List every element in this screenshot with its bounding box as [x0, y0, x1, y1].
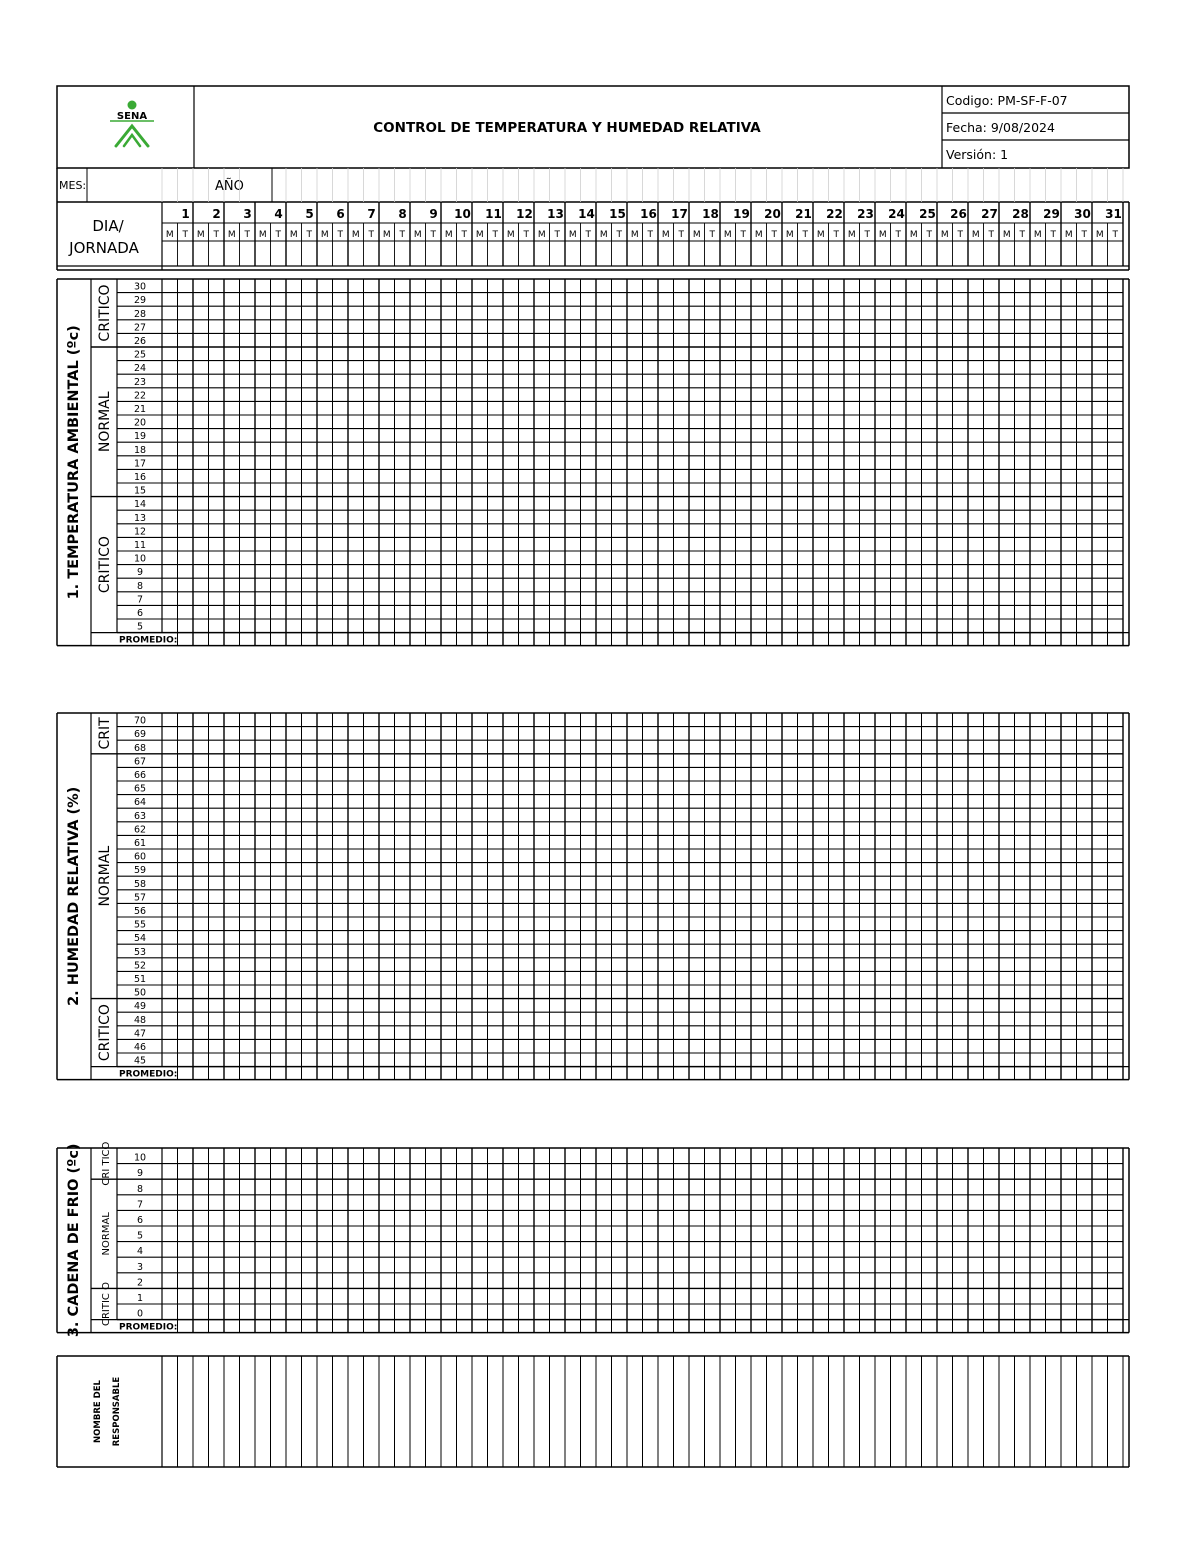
section-title: 3. CADENA DE FRIO (ºc) — [66, 1143, 82, 1338]
shift-morning-label: M — [1033, 230, 1042, 240]
shift-afternoon-label: T — [461, 230, 467, 240]
day-number: 20 — [764, 207, 781, 221]
day-number: 15 — [609, 207, 626, 221]
shift-morning-label: M — [413, 230, 422, 240]
scale-value: 6 — [136, 1215, 144, 1226]
year-label: AÑO — [215, 179, 244, 194]
scale-value: 6 — [136, 608, 144, 619]
shift-afternoon-label: T — [988, 230, 994, 240]
shift-afternoon-label: T — [368, 230, 374, 240]
shift-afternoon-label: T — [399, 230, 405, 240]
shift-morning-label: M — [289, 230, 298, 240]
form-header — [57, 86, 1129, 168]
shift-morning-label: M — [537, 230, 546, 240]
shift-morning-label: M — [320, 230, 329, 240]
shift-afternoon-label: T — [771, 230, 777, 240]
scale-value: 45 — [133, 1055, 147, 1067]
shift-morning-label: M — [196, 230, 205, 240]
day-number: 14 — [578, 207, 595, 221]
scale-value: 28 — [133, 308, 147, 320]
shift-morning-label: M — [785, 230, 794, 240]
scale-value: 30 — [133, 281, 147, 293]
shift-afternoon-label: T — [1112, 230, 1118, 240]
day-number: 16 — [640, 207, 657, 221]
scale-value: 7 — [136, 594, 144, 606]
scale-value: 59 — [133, 865, 147, 877]
shift-afternoon-label: T — [430, 230, 436, 240]
shift-afternoon-label: T — [1050, 230, 1056, 240]
day-number: 11 — [485, 207, 502, 221]
scale-value: 13 — [133, 512, 147, 524]
form-title: CONTROL DE TEMPERATURA Y HUMEDAD RELATIVA — [373, 120, 761, 136]
shift-morning-label: M — [661, 230, 670, 240]
scale-value: 2 — [136, 1277, 144, 1289]
shift-morning-label: M — [1095, 230, 1104, 240]
day-shift-label: JORNADA — [69, 239, 139, 257]
shift-afternoon-label: T — [833, 230, 839, 240]
average-label: PROMEDIO: — [119, 635, 178, 646]
scale-value: 1 — [136, 1293, 144, 1304]
day-number: 24 — [888, 207, 905, 221]
shift-afternoon-label: T — [616, 230, 622, 240]
day-number: 13 — [547, 207, 564, 221]
shift-morning-label: M — [909, 230, 918, 240]
shift-morning-label: M — [816, 230, 825, 240]
scale-value: 25 — [133, 349, 147, 361]
range-band-label: CRIT — [97, 717, 113, 750]
shift-afternoon-label: T — [895, 230, 901, 240]
shift-afternoon-label: T — [1081, 230, 1087, 240]
day-number: 10 — [454, 207, 471, 221]
day-number: 8 — [398, 207, 407, 221]
shift-afternoon-label: T — [492, 230, 498, 240]
shift-afternoon-label: T — [213, 230, 219, 240]
shift-afternoon-label: T — [802, 230, 808, 240]
scale-value: 11 — [133, 540, 147, 551]
shift-morning-label: M — [382, 230, 391, 240]
day-number: 6 — [336, 207, 345, 221]
day-number: 26 — [950, 207, 967, 221]
day-number: 23 — [857, 207, 874, 221]
shift-morning-label: M — [692, 230, 701, 240]
range-band-label: CRITICO — [97, 1004, 113, 1062]
day-number: 29 — [1043, 207, 1060, 221]
scale-value: 56 — [133, 906, 147, 917]
average-label: PROMEDIO: — [119, 1322, 178, 1333]
day-number: 17 — [671, 207, 688, 221]
scale-value: 23 — [133, 376, 147, 388]
scale-value: 64 — [133, 797, 147, 809]
day-number: 12 — [516, 207, 533, 221]
day-number: 22 — [826, 207, 843, 221]
scale-value: 46 — [133, 1042, 147, 1053]
scale-value: 26 — [133, 336, 147, 347]
document-version: Versión: 1 — [946, 147, 1009, 162]
light-guide-lines — [162, 168, 1123, 202]
day-number: 2 — [212, 207, 221, 221]
document-code: Codigo: PM-SF-F-07 — [946, 93, 1068, 108]
shift-morning-label: M — [971, 230, 980, 240]
day-number: 4 — [274, 207, 283, 221]
day-shift-label: DIA/ — [92, 217, 124, 235]
scale-value: 69 — [133, 729, 147, 741]
shift-morning-label: M — [444, 230, 453, 240]
scale-value: 49 — [133, 1001, 147, 1013]
day-number: 7 — [367, 207, 376, 221]
scale-value: 4 — [136, 1246, 144, 1258]
shift-afternoon-label: T — [957, 230, 963, 240]
shift-morning-label: M — [165, 230, 174, 240]
day-number: 5 — [305, 207, 314, 221]
day-number: 9 — [429, 207, 438, 221]
scale-value: 21 — [133, 404, 147, 415]
shift-afternoon-label: T — [926, 230, 932, 240]
scale-value: 53 — [133, 946, 147, 958]
shift-morning-label: M — [351, 230, 360, 240]
scale-value: 51 — [133, 974, 147, 985]
shift-afternoon-label: T — [740, 230, 746, 240]
day-number: 25 — [919, 207, 936, 221]
shift-morning-label: M — [1002, 230, 1011, 240]
shift-afternoon-label: T — [523, 230, 529, 240]
scale-value: 3 — [136, 1261, 144, 1273]
range-band-label: CRITICO — [97, 284, 113, 342]
scale-value: 52 — [133, 960, 147, 972]
shift-morning-label: M — [227, 230, 236, 240]
scale-value: 61 — [133, 838, 147, 849]
shift-afternoon-label: T — [1019, 230, 1025, 240]
scale-value: 10 — [133, 553, 147, 565]
shift-morning-label: M — [599, 230, 608, 240]
section-title: 2. HUMEDAD RELATIVA (%) — [66, 786, 82, 1006]
scale-value: 57 — [133, 892, 147, 904]
day-number: 21 — [795, 207, 812, 221]
range-band-label: NORMAL — [101, 1212, 112, 1256]
scale-value: 0 — [136, 1308, 144, 1320]
shift-afternoon-label: T — [709, 230, 715, 240]
average-label: PROMEDIO: — [119, 1069, 178, 1080]
day-number: 31 — [1105, 207, 1122, 221]
responsible-label: RESPONSABLE — [112, 1376, 122, 1447]
sena-logo — [110, 101, 154, 147]
range-band-label: NORMAL — [97, 845, 113, 907]
scale-value: 19 — [133, 431, 147, 443]
scale-value: 5 — [136, 1230, 144, 1242]
scale-value: 60 — [133, 851, 147, 863]
sena-logo-text: SENA — [116, 111, 148, 122]
scale-value: 54 — [133, 933, 147, 945]
scale-value: 9 — [136, 567, 144, 579]
scale-value: 5 — [136, 621, 144, 633]
shift-morning-label: M — [940, 230, 949, 240]
shift-morning-label: M — [723, 230, 732, 240]
scale-value: 48 — [133, 1014, 147, 1026]
document-date: Fecha: 9/08/2024 — [946, 120, 1055, 135]
month-label: MES: — [59, 179, 87, 192]
scale-value: 9 — [136, 1168, 144, 1180]
responsible-label: NOMBRE DEL — [93, 1380, 103, 1443]
scale-value: 66 — [133, 770, 147, 781]
shift-afternoon-label: T — [182, 230, 188, 240]
shift-afternoon-label: T — [678, 230, 684, 240]
shift-morning-label: M — [475, 230, 484, 240]
scale-value: 50 — [133, 987, 147, 999]
scale-value: 8 — [136, 580, 144, 592]
day-number: 28 — [1012, 207, 1029, 221]
day-number: 3 — [243, 207, 252, 221]
range-band-label: CRI TICO — [101, 1141, 112, 1186]
scale-value: 20 — [133, 417, 147, 429]
scale-value: 7 — [136, 1199, 144, 1211]
scale-value: 67 — [133, 756, 147, 768]
scale-value: 68 — [133, 742, 147, 754]
shift-morning-label: M — [258, 230, 267, 240]
scale-value: 17 — [133, 458, 147, 470]
scale-value: 16 — [133, 472, 147, 483]
day-number: 30 — [1074, 207, 1091, 221]
scale-value: 24 — [133, 363, 147, 375]
scale-value: 29 — [133, 295, 147, 307]
shift-morning-label: M — [847, 230, 856, 240]
shift-afternoon-label: T — [275, 230, 281, 240]
shift-morning-label: M — [630, 230, 639, 240]
data-grid-lines — [57, 202, 1129, 1467]
shift-morning-label: M — [568, 230, 577, 240]
scale-value: 62 — [133, 824, 147, 836]
scale-value: 10 — [133, 1152, 147, 1164]
shift-afternoon-label: T — [337, 230, 343, 240]
scale-value: 8 — [136, 1183, 144, 1195]
range-band-label: CRITICO — [97, 536, 113, 594]
shift-morning-label: M — [754, 230, 763, 240]
shift-afternoon-label: T — [647, 230, 653, 240]
scale-value: 15 — [133, 485, 147, 497]
range-band-label: CRITIC O — [101, 1282, 112, 1326]
shift-afternoon-label: T — [864, 230, 870, 240]
month-field[interactable] — [88, 169, 162, 201]
scale-value: 14 — [133, 499, 147, 511]
shift-afternoon-label: T — [585, 230, 591, 240]
scale-value: 55 — [133, 919, 147, 931]
range-band-label: NORMAL — [97, 391, 113, 453]
shift-afternoon-label: T — [244, 230, 250, 240]
shift-afternoon-label: T — [554, 230, 560, 240]
day-number: 27 — [981, 207, 998, 221]
scale-value: 63 — [133, 810, 147, 822]
section-title: 1. TEMPERATURA AMBIENTAL (ºc) — [66, 325, 82, 600]
day-number: 19 — [733, 207, 750, 221]
scale-value: 22 — [133, 390, 147, 402]
scale-value: 12 — [133, 526, 147, 538]
day-number: 1 — [181, 207, 190, 221]
shift-morning-label: M — [1064, 230, 1073, 240]
scale-value: 70 — [133, 715, 147, 727]
year-field[interactable] — [250, 169, 271, 201]
shift-morning-label: M — [506, 230, 515, 240]
scale-value: 58 — [133, 878, 147, 890]
shift-morning-label: M — [878, 230, 887, 240]
shift-afternoon-label: T — [306, 230, 312, 240]
scale-value: 27 — [133, 322, 147, 334]
scale-value: 18 — [133, 444, 147, 456]
scale-value: 47 — [133, 1028, 147, 1040]
day-number: 18 — [702, 207, 719, 221]
scale-value: 65 — [133, 783, 147, 795]
